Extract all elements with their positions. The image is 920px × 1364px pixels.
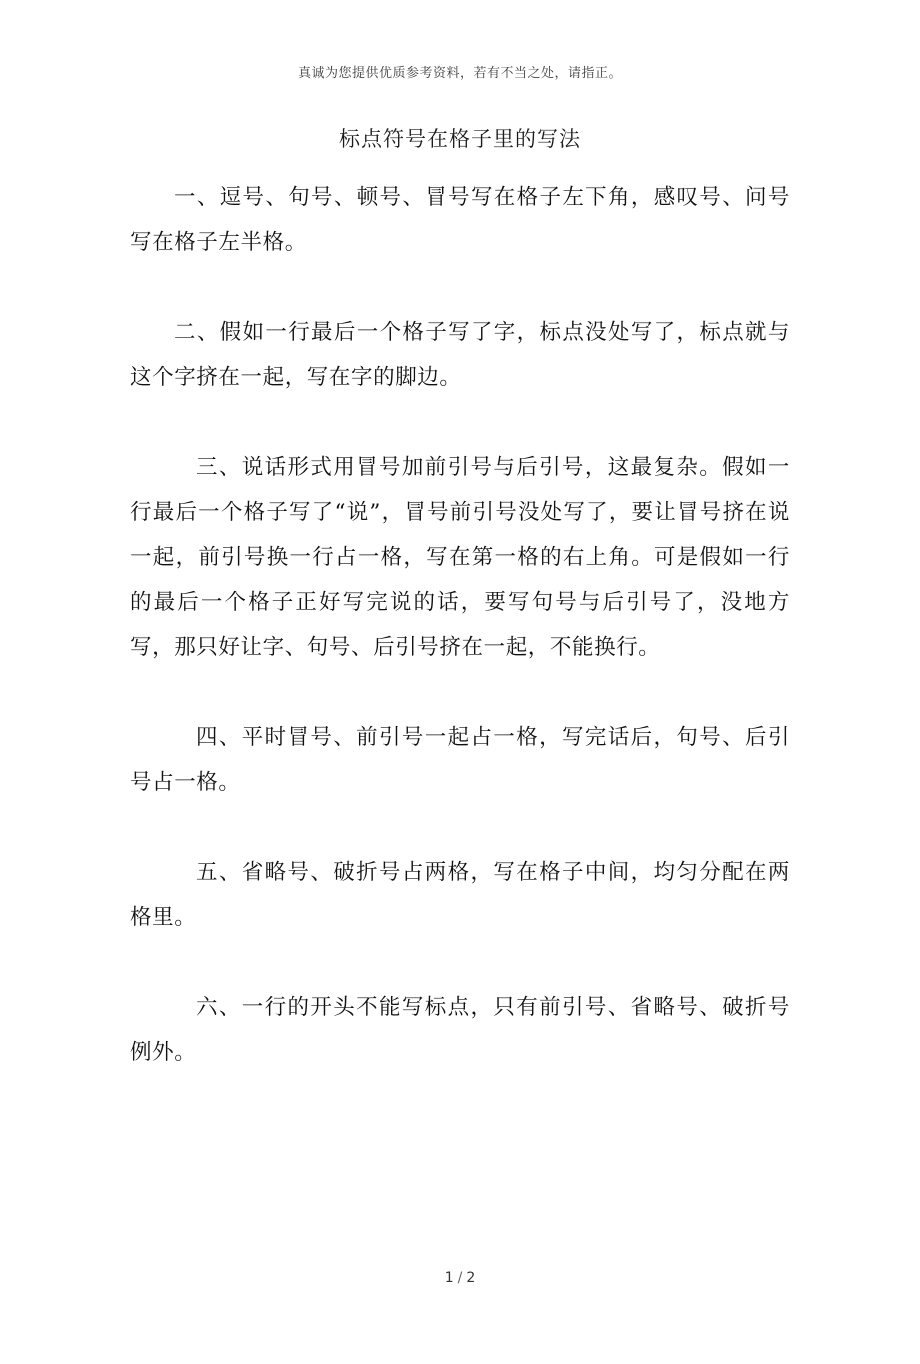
document-body — [130, 175, 790, 1075]
page-title: 标点符号在格子里的写法 — [339, 127, 581, 151]
document-page — [0, 62, 920, 1364]
paragraph-4: 四、平时冒号、前引号一起占一格，写完话后，句号、后引号占一格。 — [130, 725, 790, 795]
header-note: 真诚为您提供优质参考资料，若有不当之处，请指正。 — [297, 66, 622, 81]
footer-separator: / — [457, 1270, 463, 1286]
paragraph-6: 六、一行的开头不能写标点，只有前引号、省略号、破折号例外。 — [130, 995, 790, 1065]
paragraph-3: 三、说话形式用冒号加前引号与后引号，这最复杂。假如一行最后一个格子写了“说”，冒号前引号没处写了，要让冒号挤在说一起，前引号换一行占一格，写在第一格的右上角。可是假如一行的最后一个格子正好写完说的话，要写句号与后引号了，没地方写，那只好让字、句号、后引号挤在一起，不能换行。 — [130, 455, 790, 660]
footer-current-page: 1 — [444, 1270, 454, 1286]
paragraph-1: 一、逗号、句号、顿号、冒号写在格子左下角，感叹号、问号写在格子左半格。 — [130, 185, 790, 255]
page-footer — [0, 1270, 920, 1286]
paragraph-2: 二、假如一行最后一个格子写了字，标点没处写了，标点就与这个字挤在一起，写在字的脚边。 — [130, 320, 790, 390]
paragraph-5: 五、省略号、破折号占两格，写在格子中间，均匀分配在两格里。 — [130, 860, 790, 930]
footer-total-pages: 2 — [466, 1270, 476, 1286]
